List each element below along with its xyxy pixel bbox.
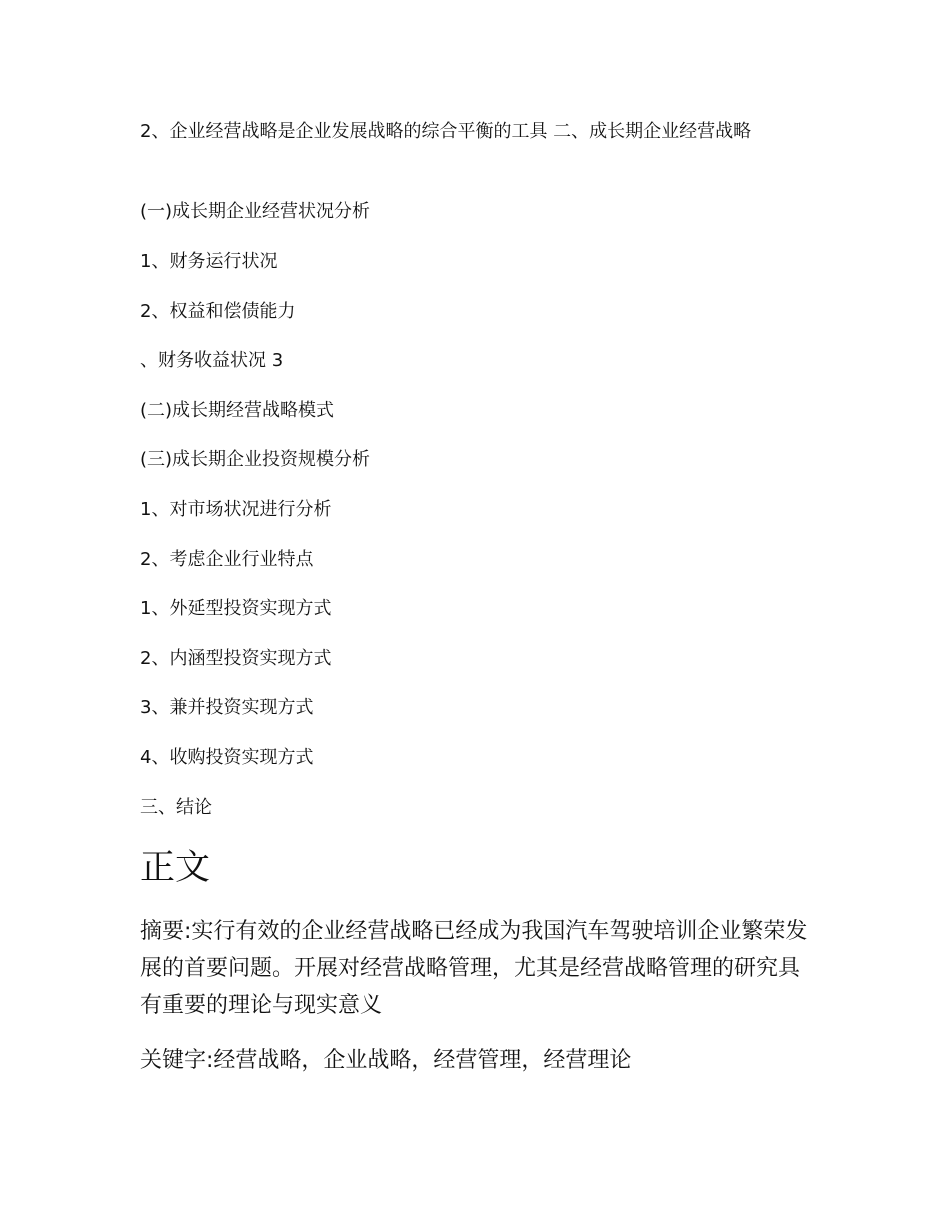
outline-item-3: 1、财务运行状况 [140,251,278,272]
outline-item-1: 2、企业经营战略是企业发展战略的综合平衡的工具 二、成长期企业经营战略 [140,121,752,142]
outline-item-12: 3、兼并投资实现方式 [140,697,314,718]
outline-item-2: (一)成长期企业经营状况分析 [140,201,371,222]
section-heading: 正文 [140,848,211,888]
outline-item-8: 1、对市场状况进行分析 [140,499,332,520]
outline-item-13: 4、收购投资实现方式 [140,747,314,768]
outline-item-5: 、财务收益状况 3 [140,350,284,371]
outline-item-14: 三、结论 [140,797,212,818]
abstract-paragraph: 摘要:实行有效的企业经营战略已经成为我国汽车驾驶培训企业繁荣发展的首要问题。开展对经营战略管理，尤其是经营战略管理的研究具有重要的理论与现实意义 [140,919,808,1018]
outline-item-4: 2、权益和偿债能力 [140,301,296,322]
outline-item-11: 2、内涵型投资实现方式 [140,648,332,669]
keywords-paragraph: 关键字:经营战略，企业战略，经营管理，经营理论 [140,1048,632,1073]
outline-item-7: (三)成长期企业投资规模分析 [140,449,371,470]
outline-item-9: 2、考虑企业行业特点 [140,549,314,570]
outline-item-6: (二)成长期经营战略模式 [140,400,335,421]
outline-item-10: 1、外延型投资实现方式 [140,598,332,619]
